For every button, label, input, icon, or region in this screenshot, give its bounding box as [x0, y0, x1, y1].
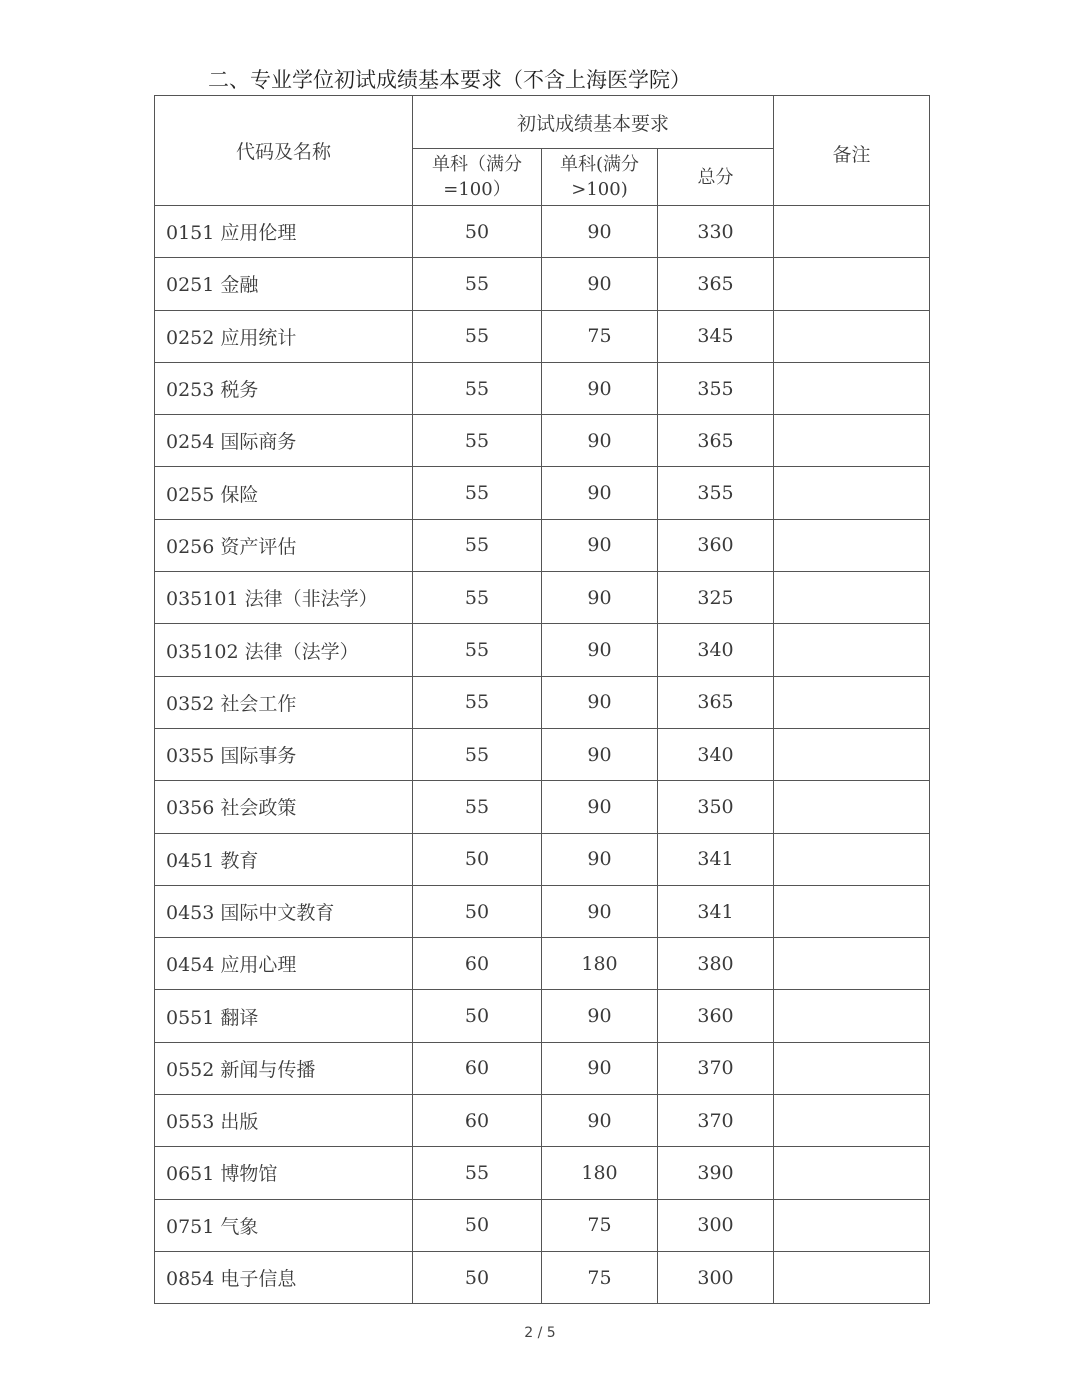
header-total: 总分 [658, 149, 774, 206]
cell-code-name: 0151 应用伦理 [155, 206, 413, 258]
cell-note [774, 990, 930, 1042]
table-row [155, 676, 930, 728]
table-row [155, 938, 930, 990]
cell-note [774, 1042, 930, 1094]
table-row [155, 1199, 930, 1251]
cell-note [774, 1095, 930, 1147]
cell-single-over-100: 90 [542, 885, 658, 937]
cell-single-over-100: 180 [542, 938, 658, 990]
cell-single-over-100: 90 [542, 519, 658, 571]
cell-single-100: 55 [413, 728, 542, 780]
cell-note [774, 728, 930, 780]
cell-note [774, 781, 930, 833]
cell-total: 365 [658, 415, 774, 467]
cell-note [774, 624, 930, 676]
cell-total: 300 [658, 1251, 774, 1303]
cell-total: 360 [658, 519, 774, 571]
cell-total: 300 [658, 1199, 774, 1251]
cell-single-over-100: 90 [542, 676, 658, 728]
cell-total: 370 [658, 1042, 774, 1094]
cell-note [774, 938, 930, 990]
cell-note [774, 1199, 930, 1251]
cell-single-over-100: 90 [542, 990, 658, 1042]
cell-single-over-100: 90 [542, 362, 658, 414]
cell-note [774, 572, 930, 624]
cell-single-100: 50 [413, 990, 542, 1042]
table-row [155, 728, 930, 780]
cell-total: 350 [658, 781, 774, 833]
cell-code-name: 0751 气象 [155, 1199, 413, 1251]
cell-single-100: 50 [413, 206, 542, 258]
header-single-100: 单科（满分=100） [413, 149, 542, 206]
cell-note [774, 206, 930, 258]
table-row [155, 362, 930, 414]
cell-single-over-100: 90 [542, 728, 658, 780]
cell-note [774, 415, 930, 467]
cell-code-name: 0254 国际商务 [155, 415, 413, 467]
table-row [155, 519, 930, 571]
table-row [155, 572, 930, 624]
cell-code-name: 0256 资产评估 [155, 519, 413, 571]
cell-code-name: 0553 出版 [155, 1095, 413, 1147]
header-single-over-100: 单科(满分>100) [542, 149, 658, 206]
cell-single-over-100: 90 [542, 206, 658, 258]
cell-single-over-100: 90 [542, 258, 658, 310]
cell-code-name: 0551 翻译 [155, 990, 413, 1042]
cell-single-over-100: 90 [542, 781, 658, 833]
cell-single-over-100: 90 [542, 572, 658, 624]
table-row [155, 833, 930, 885]
table-row [155, 624, 930, 676]
cell-single-100: 55 [413, 624, 542, 676]
cell-code-name: 0251 金融 [155, 258, 413, 310]
cell-single-100: 55 [413, 519, 542, 571]
cell-total: 355 [658, 467, 774, 519]
cell-code-name: 0453 国际中文教育 [155, 885, 413, 937]
cell-single-over-100: 90 [542, 624, 658, 676]
cell-single-over-100: 180 [542, 1147, 658, 1199]
cell-total: 341 [658, 885, 774, 937]
table-row [155, 206, 930, 258]
cell-note [774, 310, 930, 362]
cell-single-100: 55 [413, 572, 542, 624]
header-score-group: 初试成绩基本要求 [413, 96, 774, 149]
cell-single-100: 50 [413, 1199, 542, 1251]
cell-total: 365 [658, 676, 774, 728]
cell-code-name: 0355 国际事务 [155, 728, 413, 780]
cell-total: 370 [658, 1095, 774, 1147]
cell-code-name: 0854 电子信息 [155, 1251, 413, 1303]
cell-single-over-100: 90 [542, 467, 658, 519]
cell-note [774, 833, 930, 885]
cell-total: 345 [658, 310, 774, 362]
table-row [155, 1095, 930, 1147]
cell-single-100: 55 [413, 362, 542, 414]
cell-code-name: 0352 社会工作 [155, 676, 413, 728]
cell-single-100: 55 [413, 415, 542, 467]
table-row [155, 1147, 930, 1199]
cell-single-over-100: 90 [542, 1095, 658, 1147]
cell-code-name: 0253 税务 [155, 362, 413, 414]
table-row [155, 467, 930, 519]
cell-note [774, 1251, 930, 1303]
cell-code-name: 035102 法律（法学） [155, 624, 413, 676]
header-note: 备注 [774, 96, 930, 206]
cell-single-100: 50 [413, 833, 542, 885]
table-row [155, 1042, 930, 1094]
table-row [155, 310, 930, 362]
cell-note [774, 258, 930, 310]
cell-single-100: 55 [413, 467, 542, 519]
cell-single-100: 55 [413, 310, 542, 362]
cell-note [774, 467, 930, 519]
cell-total: 380 [658, 938, 774, 990]
cell-note [774, 885, 930, 937]
cell-single-100: 55 [413, 1147, 542, 1199]
cell-single-100: 60 [413, 1042, 542, 1094]
table-row [155, 415, 930, 467]
cell-code-name: 0255 保险 [155, 467, 413, 519]
cell-single-100: 50 [413, 885, 542, 937]
cell-total: 341 [658, 833, 774, 885]
cell-total: 390 [658, 1147, 774, 1199]
cell-code-name: 0451 教育 [155, 833, 413, 885]
cell-code-name: 0552 新闻与传播 [155, 1042, 413, 1094]
section-heading: 二、专业学位初试成绩基本要求（不含上海医学院） [208, 68, 691, 92]
cell-single-100: 55 [413, 258, 542, 310]
cell-code-name: 0454 应用心理 [155, 938, 413, 990]
cell-total: 340 [658, 728, 774, 780]
cell-single-100: 60 [413, 938, 542, 990]
header-code-name: 代码及名称 [155, 96, 413, 206]
cell-single-over-100: 75 [542, 310, 658, 362]
table-row [155, 990, 930, 1042]
cell-code-name: 0651 博物馆 [155, 1147, 413, 1199]
cell-note [774, 1147, 930, 1199]
cell-single-100: 50 [413, 1251, 542, 1303]
cell-total: 325 [658, 572, 774, 624]
cell-single-100: 55 [413, 676, 542, 728]
cell-code-name: 0252 应用统计 [155, 310, 413, 362]
table-body [155, 206, 930, 1304]
cell-note [774, 676, 930, 728]
table-row [155, 1251, 930, 1303]
score-requirements-table [154, 95, 930, 1304]
cell-note [774, 362, 930, 414]
cell-code-name: 0356 社会政策 [155, 781, 413, 833]
cell-single-100: 60 [413, 1095, 542, 1147]
cell-total: 355 [658, 362, 774, 414]
cell-single-over-100: 90 [542, 1042, 658, 1094]
table-row [155, 885, 930, 937]
cell-single-over-100: 75 [542, 1199, 658, 1251]
cell-code-name: 035101 法律（非法学） [155, 572, 413, 624]
cell-single-over-100: 90 [542, 833, 658, 885]
table-row [155, 781, 930, 833]
cell-single-100: 55 [413, 781, 542, 833]
cell-total: 340 [658, 624, 774, 676]
cell-total: 365 [658, 258, 774, 310]
cell-total: 360 [658, 990, 774, 1042]
cell-total: 330 [658, 206, 774, 258]
cell-single-over-100: 90 [542, 415, 658, 467]
page-indicator: 2 / 5 [524, 1325, 556, 1341]
cell-single-over-100: 75 [542, 1251, 658, 1303]
cell-note [774, 519, 930, 571]
table-row [155, 258, 930, 310]
